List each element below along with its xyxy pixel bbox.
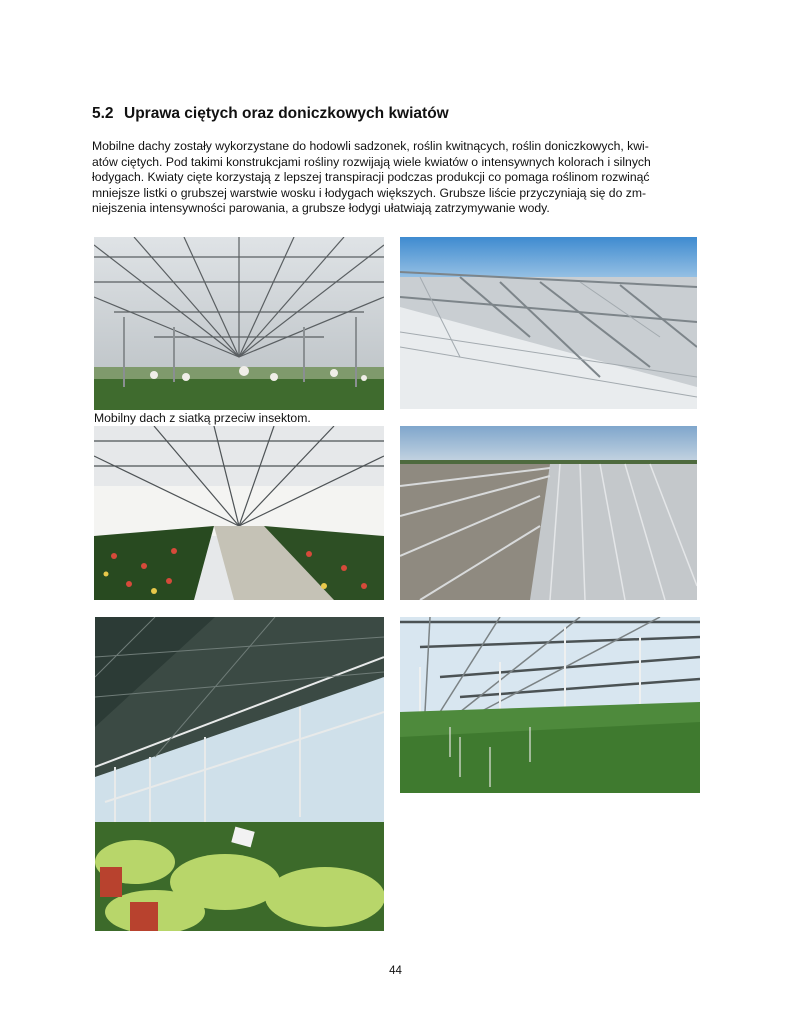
- photo-caption: Mobilny dach z siatką przeciw insektom.: [94, 411, 311, 425]
- page-number: 44: [389, 965, 402, 977]
- photo-shade-net-interior: [95, 617, 384, 931]
- paragraph-line: mniejsze listki o grubszej warstwie wosku i łodygach większych. Grubsze liście przyczyniają się do zm-: [92, 185, 647, 200]
- photo-roof-trusses: [400, 237, 697, 409]
- paragraph-line: Mobilne dachy zostały wykorzystane do hodowli sadzonek, roślin kwitnących, roślin doniczkowych, kwi-: [92, 139, 649, 153]
- paragraph-line: łodygach. Kwiaty cięte korzystają z lepszej transpiracji podczas produkcji co pomaga roślinom rozwinąć: [92, 170, 650, 185]
- paragraph-line: niejszenia intensywności parowania, a grubsze łodygi ułatwiają zatrzymywanie wody.: [92, 201, 550, 216]
- paragraph-line: atów ciętych. Pod takimi konstrukcjami rośliny rozwijają wiele kwiatów o intensywnych kolorach i silnych: [92, 154, 651, 169]
- photo-potted-flowers: [94, 426, 384, 600]
- section-heading: [92, 104, 702, 124]
- photo-open-roof-field: [400, 617, 700, 793]
- section-title: Uprawa ciętych oraz doniczkowych kwiatów: [124, 105, 449, 122]
- body-paragraph: [92, 139, 697, 217]
- section-number: 5.2: [92, 105, 114, 122]
- photo-rooftop-panorama: [400, 426, 697, 600]
- photo-insect-net-roof: [94, 237, 384, 410]
